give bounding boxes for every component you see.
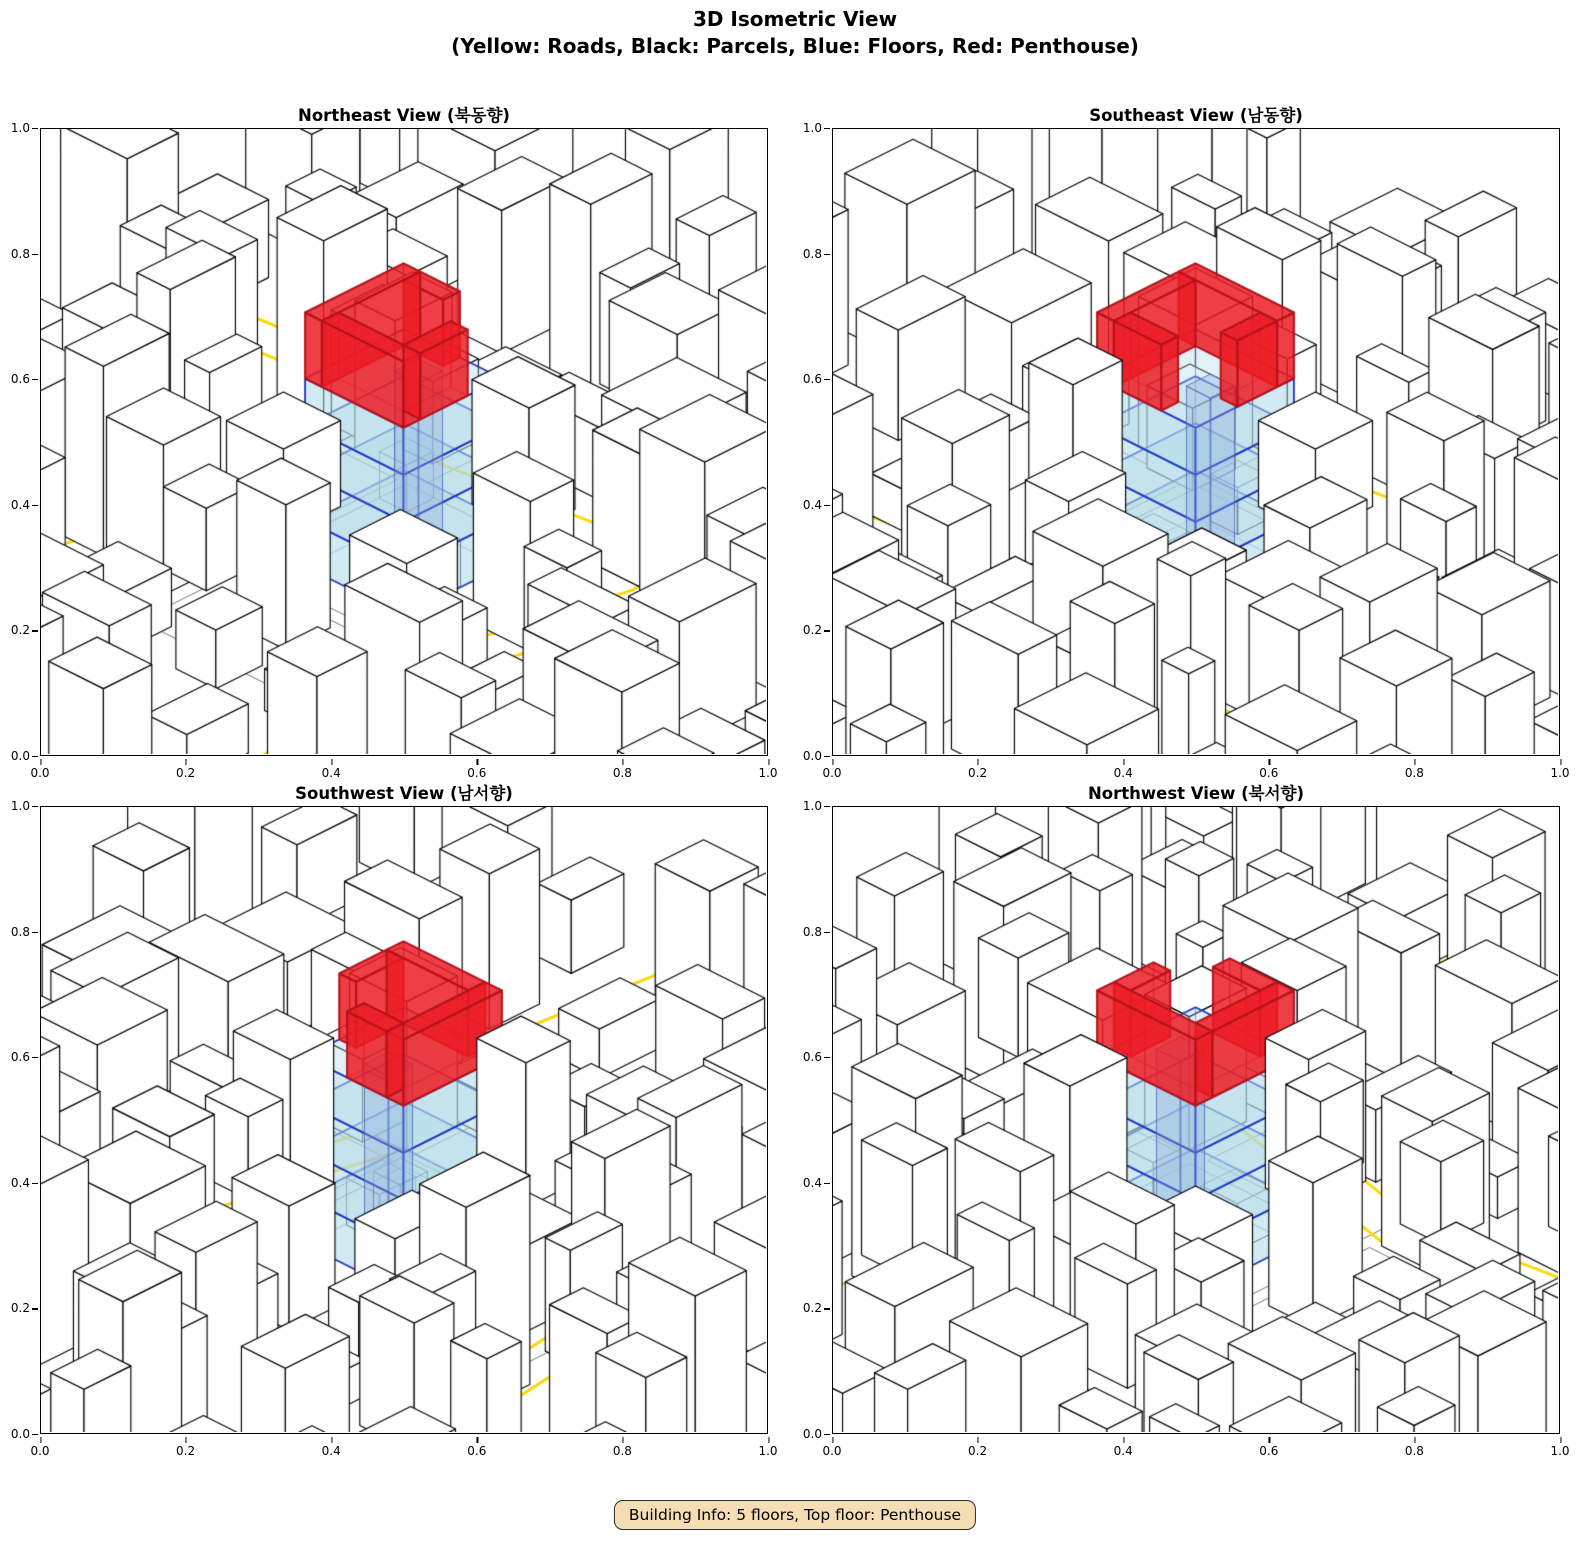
y-tick-label: 0.0 [802, 1427, 822, 1441]
scene-canvas-southeast [833, 129, 1558, 754]
subplot-title-southeast: Southeast View (남동향) [1089, 106, 1303, 125]
x-tick-label: 0.4 [1113, 1444, 1133, 1458]
building-info-box: Building Info: 5 floors, Top floor: Penthouse [614, 1500, 976, 1530]
x-tick-label: 1.0 [1550, 1444, 1570, 1458]
plot-area-southeast [832, 128, 1560, 756]
x-tick-label: 0.6 [467, 766, 487, 780]
y-tick-label: 0.8 [10, 924, 30, 939]
subplot-southwest [10, 784, 778, 1458]
y-tick-label: 0.2 [10, 1301, 30, 1316]
y-tick-label: 0.2 [802, 1301, 822, 1316]
y-tick-label: 0.6 [802, 372, 822, 387]
x-tick-label: 0.2 [968, 766, 988, 780]
x-tick-label: 0.0 [30, 766, 50, 780]
subplot-southeast [802, 106, 1570, 780]
subplot-title-northwest: Northwest View (북서향) [1087, 784, 1304, 803]
y-tick-label: 0.6 [10, 372, 30, 387]
y-tick-label: 0.8 [10, 246, 30, 261]
y-tick-label: 0.2 [802, 623, 822, 638]
y-tick-label: 1.0 [802, 121, 822, 135]
y-tick-label: 0.0 [802, 749, 822, 763]
x-tick-label: 0.2 [176, 1444, 196, 1458]
x-tick-label: 0.4 [1113, 766, 1133, 780]
plot-area-northeast [40, 128, 768, 756]
x-axis-ticks [30, 760, 778, 780]
x-axis-ticks [822, 760, 1570, 780]
y-tick-label: 0.8 [802, 924, 822, 939]
y-tick-label: 0.6 [802, 1050, 822, 1065]
x-tick-label: 0.8 [1404, 766, 1424, 780]
subplot-northwest [802, 784, 1570, 1458]
subplot-title-southwest: Southwest View (남서향) [295, 784, 513, 803]
x-tick-label: 0.0 [822, 766, 842, 780]
x-tick-label: 1.0 [758, 766, 778, 780]
x-tick-label: 0.0 [822, 1444, 842, 1458]
y-tick-label: 0.6 [10, 1050, 30, 1065]
x-tick-label: 1.0 [1550, 766, 1570, 780]
y-tick-label: 0.0 [10, 1427, 30, 1441]
x-tick-label: 0.4 [321, 766, 341, 780]
y-tick-label: 0.4 [10, 1175, 30, 1190]
x-axis-ticks [822, 1438, 1570, 1458]
x-tick-label: 0.8 [1404, 1444, 1424, 1458]
scene-canvas-northwest [833, 807, 1558, 1432]
figure-title [0, 6, 1590, 60]
x-tick-label: 0.6 [1259, 766, 1279, 780]
figure-title-line1: 3D Isometric View [692, 7, 898, 31]
plot-area-southwest [40, 806, 768, 1434]
x-tick-label: 0.8 [612, 1444, 632, 1458]
y-tick-label: 0.4 [10, 497, 30, 512]
y-tick-label: 1.0 [10, 799, 30, 813]
y-tick-label: 0.4 [802, 1175, 822, 1190]
plot-area-northwest [832, 806, 1560, 1434]
y-tick-label: 0.4 [802, 497, 822, 512]
subplot-northeast [10, 106, 778, 780]
x-tick-label: 0.0 [30, 1444, 50, 1458]
x-tick-label: 1.0 [758, 1444, 778, 1458]
x-axis-ticks [30, 1438, 778, 1458]
x-tick-label: 0.6 [1259, 1444, 1279, 1458]
x-tick-label: 0.6 [467, 1444, 487, 1458]
x-tick-label: 0.8 [612, 766, 632, 780]
scene-canvas-northeast [41, 129, 766, 754]
y-tick-label: 1.0 [802, 799, 822, 813]
scene-canvas-southwest [41, 807, 766, 1432]
x-tick-label: 0.2 [176, 766, 196, 780]
y-tick-label: 0.2 [10, 623, 30, 638]
y-tick-label: 0.0 [10, 749, 30, 763]
figure-title-line2: (Yellow: Roads, Black: Parcels, Blue: Floors, Red: Penthouse) [451, 34, 1139, 58]
subplot-title-northeast: Northeast View (북동향) [298, 106, 510, 125]
y-tick-label: 1.0 [10, 121, 30, 135]
y-tick-label: 0.8 [802, 246, 822, 261]
x-tick-label: 0.2 [968, 1444, 988, 1458]
x-tick-label: 0.4 [321, 1444, 341, 1458]
